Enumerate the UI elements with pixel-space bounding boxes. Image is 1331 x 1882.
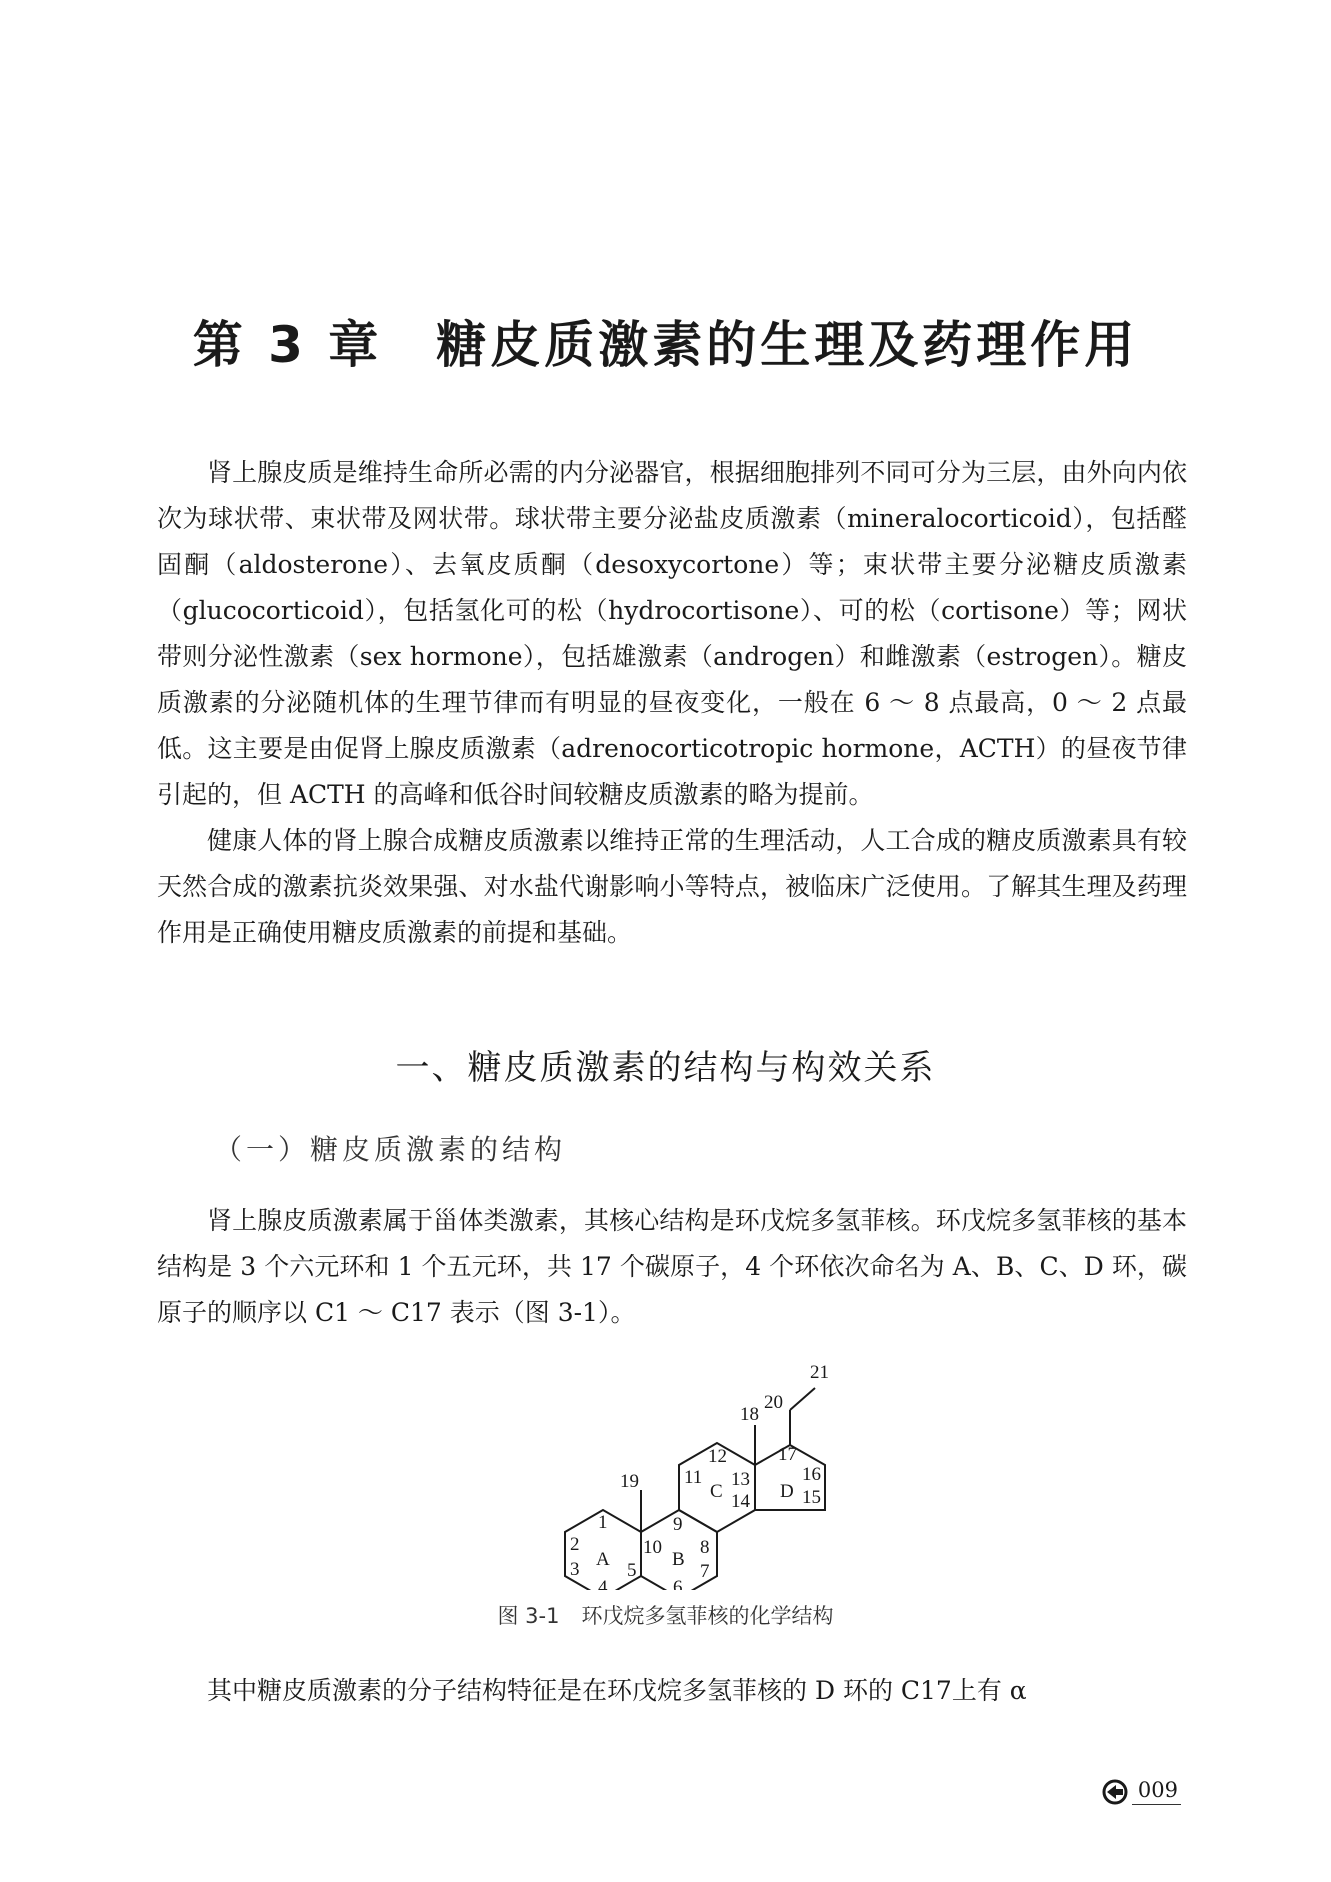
chapter-title: 第 3 章 糖皮质激素的生理及药理作用: [192, 316, 1139, 374]
carbon-label-14: 14: [731, 1491, 750, 1512]
closing-paragraph: 其中糖皮质激素的分子结构特征是在环戊烷多氢菲核的 D 环的 C17上有 α: [207, 1676, 1027, 1705]
arrow-left-icon: [1102, 1779, 1128, 1805]
structure-paragraph: 肾上腺皮质激素属于甾体类激素，其核心结构是环戊烷多氢菲核。环戊烷多氢菲核的基本结构是 3 个六元环和 1 个五元环，共 17 个碳原子，4 个环依次命名为 A、B、C、D 环，碳原子的顺序以 C1 ～ C17 表示（图 3-1）。: [157, 1206, 1187, 1327]
carbon-label-1: 1: [598, 1512, 608, 1533]
section-heading: 一、糖皮质激素的结构与构效关系: [395, 1048, 936, 1088]
page-number: 009: [1132, 1778, 1181, 1805]
ring-label-a: A: [596, 1549, 610, 1570]
carbon-label-11: 11: [684, 1467, 703, 1488]
carbon-label-21: 21: [810, 1362, 829, 1383]
carbon-label-16: 16: [802, 1464, 821, 1485]
intro-text: [157, 450, 1187, 956]
intro-paragraph-2: 健康人体的肾上腺合成糖皮质激素以维持正常的生理活动，人工合成的糖皮质激素具有较天然合成的激素抗炎效果强、对水盐代谢影响小等特点，被临床广泛使用。了解其生理及药理作用是正确使用糖皮质激素的前提和基础。: [157, 826, 1187, 947]
carbon-label-7: 7: [700, 1561, 710, 1582]
steroid-structure-figure: [510, 1355, 830, 1594]
page-footer: [1102, 1778, 1181, 1805]
carbon-label-3: 3: [570, 1559, 580, 1580]
carbon-label-4: 4: [598, 1577, 608, 1590]
structure-text: [157, 1198, 1187, 1336]
carbon-label-12: 12: [708, 1446, 727, 1467]
carbon-label-9: 9: [673, 1514, 683, 1535]
ring-label-c: C: [710, 1481, 723, 1502]
closing-text: [157, 1668, 1187, 1714]
steroid-structure-diagram: [510, 1355, 830, 1590]
ring-label-d: D: [780, 1481, 794, 1502]
figure-caption-number: 图 3-1: [497, 1604, 560, 1628]
c20-c21-bond: [790, 1388, 815, 1410]
carbon-label-6: 6: [673, 1577, 683, 1590]
figure-caption: [0, 1600, 1331, 1630]
carbon-label-13: 13: [731, 1469, 750, 1490]
carbon-label-8: 8: [700, 1537, 710, 1558]
carbon-label-18: 18: [740, 1404, 759, 1425]
carbon-label-10: 10: [643, 1537, 662, 1558]
intro-paragraph-1: 肾上腺皮质是维持生命所必需的内分泌器官，根据细胞排列不同可分为三层，由外向内依次为球状带、束状带及网状带。球状带主要分泌盐皮质激素（mineralocorticoid），包括醛固酮（aldosterone）、去氧皮质酮（desoxycortone）等；束状带主要分泌糖皮质激素（glucocorticoid），包括氢化可的松（hydrocortisone）、可的松（cortisone）等；网状带则分泌性激素（sex hormone），包括雄激素（androgen）和雌激素（estrogen）。糖皮质激素的分泌随机体的生理节律而有明显的昼夜变化，一般在 6 ～ 8 点最高，0 ～ 2 点最低。这主要是由促肾上腺皮质激素（adrenocorticotropic hormone，ACTH）的昼夜节律引起的，但 ACTH 的高峰和低谷时间较糖皮质激素的略为提前。: [157, 458, 1187, 809]
figure-caption-text: 环戊烷多氢菲核的化学结构: [581, 1604, 834, 1628]
carbon-label-2: 2: [570, 1534, 580, 1555]
subsection-heading: （一）糖皮质激素的结构: [214, 1133, 567, 1166]
carbon-label-17: 17: [778, 1444, 797, 1465]
carbon-label-20: 20: [764, 1392, 783, 1413]
carbon-label-19: 19: [620, 1471, 639, 1492]
carbon-label-15: 15: [802, 1487, 821, 1508]
ring-label-b: B: [672, 1549, 685, 1570]
carbon-label-5: 5: [627, 1560, 637, 1581]
